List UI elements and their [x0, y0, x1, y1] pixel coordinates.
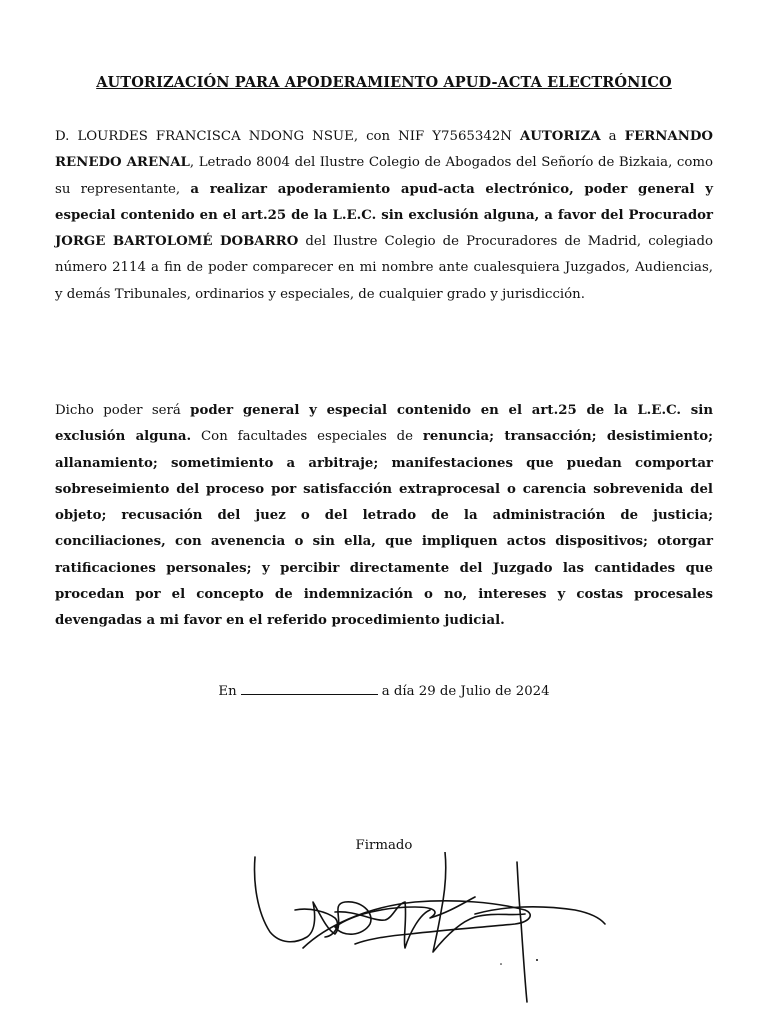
authorizes-keyword: AUTORIZA [519, 129, 601, 144]
power-type-text: poder general y especial contenido en el art.25 de la L.E.C. sin exclusión alguna. [55, 403, 713, 445]
document-page [55, 0, 713, 1024]
lawyer-details-text: , Letrado 8004 del Ilustre Colegio de Abogados del Señorío de Bizkaia, como su representante, [55, 155, 713, 197]
special-powers-list: renuncia; transacción; desistimiento; allanamiento; sometimiento a arbitraje; manifestaciones que puedan comportar sobreseimiento del proceso por satisfacción extraprocesal o carencia sobrevenida del objeto; recusación del juez o del letrado de la administración de justicia; conciliaciones, con avenencia o sin ella, que impliquen actos dispositivos; otorgar ratificaciones personales; y percibir directamente del Juzgado las cantidades que procedan por el concepto de indemnización o no, intereses y costas procesales devengadas a mi favor en el referido procedimiento judicial. [55, 429, 714, 629]
powers-intro-text: Dicho poder será [55, 403, 191, 418]
grantor-text: D. LOURDES FRANCISCA NDONG NSUE, con NIF Y7565342N [55, 129, 520, 144]
special-powers-intro: Con facultades especiales de [191, 429, 423, 445]
authorization-paragraph [55, 124, 713, 308]
procurator-details-text: del Ilustre Colegio de Procuradores de Madrid, colegiado número 2114 a fin de poder comparecer en mi nombre ante cualesquiera Juzgados, Audiencias, y demás Tribunales, ordinarios y especiales, de cualquier grado y jurisdicción. [55, 234, 713, 302]
lawyer-name: FERNANDO RENEDO ARENAL [55, 129, 713, 171]
signature-icon [235, 852, 615, 1012]
power-scope-text: a realizar apoderamiento apud-acta electrónico, poder general y especial contenido en el art.25 de la L.E.C. sin exclusión alguna, a favor del Procurador JORGE BARTOLOMÉ DOBARRO [55, 181, 713, 250]
place-prefix: En [218, 684, 237, 699]
place-date-line [55, 682, 713, 699]
powers-paragraph [55, 398, 713, 635]
date-text: a día 29 de Julio de 2024 [381, 684, 550, 699]
document-title: AUTORIZACIÓN PARA APODERAMIENTO APUD-ACTA ELECTRÓNICO [96, 74, 672, 91]
signed-label: Firmado [355, 838, 413, 853]
place-blank-line [241, 682, 378, 695]
connector-text: a [600, 129, 625, 144]
